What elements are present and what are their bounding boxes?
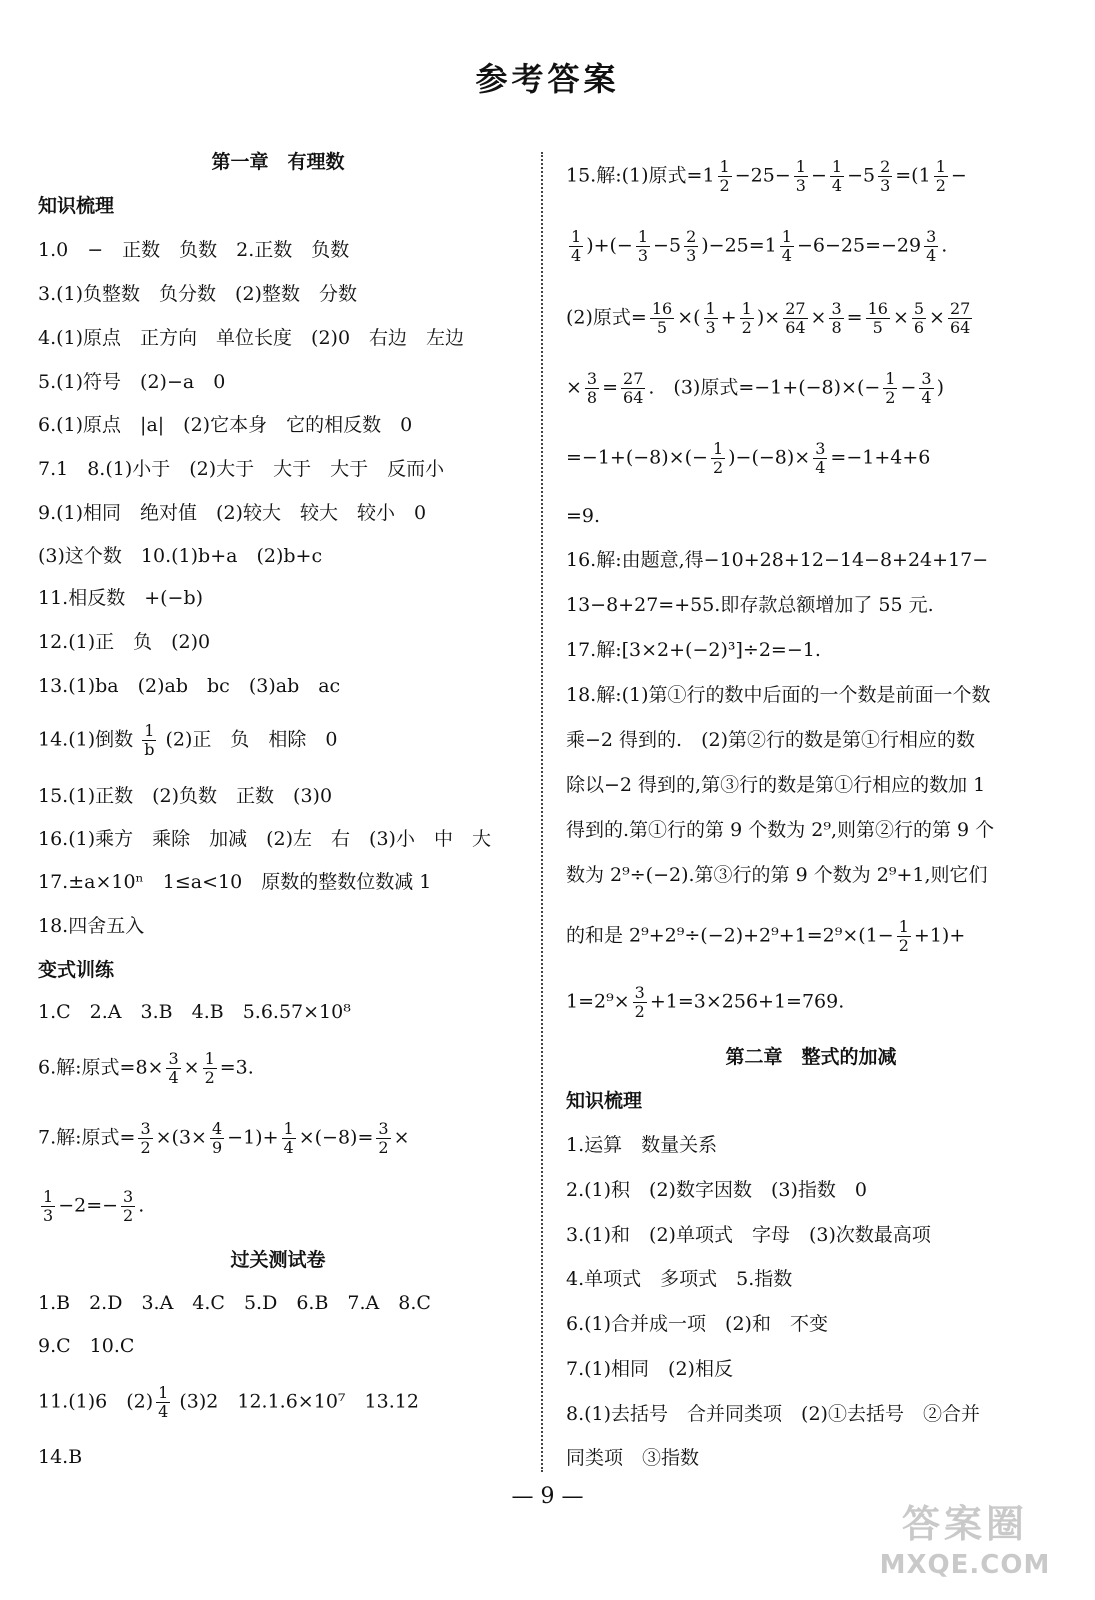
text: −25− (734, 164, 791, 187)
answer-line (566, 158, 967, 195)
fraction (282, 1120, 296, 1157)
text: − (900, 376, 917, 399)
text: )× (756, 306, 781, 329)
denominator: 4 (921, 388, 932, 407)
numerator: 1 (204, 1049, 215, 1068)
text: + (720, 306, 737, 329)
fraction (376, 1120, 390, 1157)
numerator: 1 (741, 299, 752, 318)
numerator: 1 (43, 1187, 54, 1206)
answer-line: 同类项 ③指数 (566, 1447, 700, 1469)
denominator: 2 (898, 936, 909, 955)
numerator: 3 (815, 439, 826, 458)
fraction (718, 158, 732, 195)
answer-line (566, 300, 975, 337)
answer-line: 6.(1)合并成一项 (2)和 不变 (566, 1313, 828, 1335)
numerator: 2 (880, 157, 891, 176)
numerator: 1 (831, 157, 843, 176)
fraction (684, 228, 698, 265)
denominator: 4 (571, 246, 582, 265)
answer-line: 12.(1)正 负 (2)0 (38, 631, 211, 653)
numerator: 27 (623, 369, 644, 388)
text: − (810, 164, 827, 187)
answer-line (38, 1188, 144, 1225)
answer-line: 13−8+27=+55.即存款总额增加了 55 元. (566, 594, 934, 616)
numerator: 3 (378, 1119, 389, 1138)
text: =(1 (895, 164, 931, 187)
fraction (621, 370, 645, 407)
answer-line: 14.B (38, 1446, 83, 1468)
answer-line: 7.(1)相同 (2)相反 (566, 1358, 733, 1380)
answer-line (38, 722, 338, 759)
fraction (138, 1120, 152, 1157)
text: 6.解:原式=8× (38, 1056, 164, 1079)
denominator: 4 (831, 176, 843, 195)
fraction (934, 158, 948, 195)
answer-line: 3.(1)负整数 负分数 (2)整数 分数 (38, 283, 357, 305)
answer-line: 1.运算 数量关系 (566, 1134, 718, 1156)
text: −6−25=−29 (796, 234, 922, 257)
watermark-text: 答案圈 (901, 1502, 1028, 1546)
answer-line: 13.(1)ba (2)ab bc (3)ab ac (38, 675, 341, 697)
denominator: 8 (586, 388, 598, 407)
answer-line: 16.解:由题意,得−10+28+12−14−8+24+17− (566, 549, 989, 571)
denominator: 8 (831, 318, 842, 337)
answer-line (566, 228, 947, 265)
denominator: 3 (880, 176, 891, 195)
text: ×(3× (155, 1126, 207, 1149)
answer-line (38, 1120, 410, 1157)
answer-line (566, 370, 944, 407)
section-heading: 知识梳理 (38, 195, 115, 217)
answer-line: 乘−2 得到的. (2)第②行的数是第①行相应的数 (566, 729, 976, 751)
numerator: 1 (142, 722, 156, 741)
fraction (878, 158, 892, 195)
numerator: 3 (586, 369, 598, 388)
answer-line: 4.单项式 多项式 5.指数 (566, 1268, 793, 1290)
fraction (210, 1120, 224, 1157)
denominator: 64 (949, 318, 971, 337)
numerator: 1 (712, 439, 724, 458)
fraction (919, 370, 933, 407)
text: . (138, 1194, 145, 1217)
answer-line: 1.C 2.A 3.B 4.B 5.6.57×10⁸ (38, 1001, 351, 1023)
text: ×(−8)= (298, 1126, 374, 1149)
denominator: 2 (140, 1138, 151, 1157)
text: (2)正 负 相除 0 (165, 728, 338, 751)
text: +1)+ (913, 924, 966, 947)
text: (3)2 12.1.6×10⁷ 13.12 (179, 1390, 419, 1413)
fraction (585, 370, 599, 407)
denominator: 3 (686, 246, 697, 265)
denominator: 2 (712, 458, 724, 477)
text: =−1+4+6 (830, 446, 931, 469)
answer-line: 16.(1)乘方 乘除 加减 (2)左 右 (3)小 中 大 (38, 828, 491, 850)
answer-line (38, 1384, 419, 1421)
numerator: 1 (158, 1383, 169, 1402)
chapter-heading: 第一章 有理数 (211, 151, 345, 173)
answer-line: 2.(1)积 (2)数字因数 (3)指数 0 (566, 1179, 867, 1201)
numerator: 4 (211, 1119, 223, 1138)
page-title: 参考答案 (475, 60, 620, 98)
text: 7.解:原式= (38, 1126, 136, 1149)
answer-line: 得到的.第①行的第 9 个数为 2⁹,则第②行的第 9 个 (566, 819, 995, 841)
numerator: 3 (831, 299, 842, 318)
numerator: 1 (719, 157, 730, 176)
denominator: 2 (204, 1068, 215, 1087)
answer-line: 4.(1)原点 正方向 单位长度 (2)0 右边 左边 (38, 327, 465, 349)
chapter-heading: 第二章 整式的加减 (725, 1046, 897, 1068)
text: −5 (653, 234, 682, 257)
denominator: 2 (885, 388, 896, 407)
numerator: 3 (123, 1187, 134, 1206)
text: )−(−8)× (728, 446, 811, 469)
denominator: 6 (913, 318, 925, 337)
fraction (650, 300, 674, 337)
fraction (121, 1188, 135, 1225)
fraction (883, 370, 897, 407)
fraction (740, 300, 754, 337)
text: . (941, 234, 948, 257)
text: 15.解:(1)原式=1 (566, 164, 715, 187)
denominator: 2 (378, 1138, 389, 1157)
denominator: 2 (935, 176, 946, 195)
fraction (897, 918, 911, 955)
numerator: 3 (634, 983, 645, 1002)
fraction (711, 440, 725, 477)
text: × (929, 306, 945, 329)
answer-line: 17.解:[3×2+(−2)³]÷2=−1. (566, 639, 821, 661)
numerator: 1 (705, 299, 716, 318)
numerator: 2 (686, 227, 697, 246)
section-heading: 变式训练 (38, 959, 115, 981)
text: =3. (219, 1056, 254, 1079)
fraction (830, 158, 844, 195)
answer-line: 17.±a×10ⁿ 1≤a<10 原数的整数位数减 1 (38, 871, 432, 893)
answer-line: 18.四舍五入 (38, 915, 145, 937)
numerator: 1 (885, 369, 896, 388)
text: =−1+(−8)×(− (566, 446, 708, 469)
text: −5 (847, 164, 876, 187)
page-number: — 9 — (511, 1484, 584, 1509)
fraction (866, 300, 890, 337)
text: × (810, 306, 827, 329)
watermark-url: MXQE.COM (879, 1550, 1051, 1580)
section-heading: 知识梳理 (566, 1090, 643, 1112)
text: )−25=1 (701, 234, 777, 257)
numerator: 3 (921, 369, 932, 388)
watermark-logo (875, 1500, 1055, 1590)
denominator: 2 (634, 1002, 645, 1021)
fraction (829, 300, 843, 337)
denominator: 64 (785, 318, 806, 337)
denominator: 5 (872, 318, 883, 337)
fraction (166, 1050, 180, 1087)
numerator: 3 (926, 227, 937, 246)
answer-line: 1.0 − 正数 负数 2.正数 负数 (38, 239, 350, 261)
answer-line: 11.相反数 +(−b) (38, 587, 204, 609)
answer-line: 18.解:(1)第①行的数中后面的一个数是前面一个数 (566, 684, 991, 706)
fraction (203, 1050, 217, 1087)
denominator: 4 (158, 1402, 169, 1421)
text: × (892, 306, 909, 329)
denominator: 9 (211, 1138, 223, 1157)
text: −1)+ (227, 1126, 279, 1149)
text: = (846, 306, 863, 329)
numerator: 1 (283, 1119, 294, 1138)
denominator: 2 (741, 318, 752, 337)
answer-line (566, 440, 930, 477)
denominator: 2 (719, 176, 730, 195)
answer-line: 9.C 10.C (38, 1335, 135, 1357)
denominator: b (144, 740, 155, 759)
denominator: 3 (705, 318, 716, 337)
text: 1=2⁹× (566, 990, 630, 1013)
fraction (924, 228, 938, 265)
numerator: 1 (637, 227, 649, 246)
text: × (566, 376, 582, 399)
text: . (3)原式=−1+(−8)×(− (648, 376, 881, 399)
numerator: 1 (898, 917, 909, 936)
answer-line: 7.1 8.(1)小于 (2)大于 大于 大于 反而小 (38, 458, 445, 480)
numerator: 1 (571, 227, 582, 246)
fraction (704, 300, 718, 337)
numerator: 27 (949, 299, 971, 318)
denominator: 4 (815, 458, 826, 477)
denominator: 2 (123, 1206, 134, 1225)
text: (2)原式= (566, 306, 647, 329)
answer-line: 除以−2 得到的,第③行的数是第①行相应的数加 1 (566, 774, 986, 796)
fraction (569, 228, 583, 265)
numerator: 16 (651, 299, 673, 318)
denominator: 3 (637, 246, 649, 265)
column-divider (541, 152, 543, 1472)
denominator: 4 (168, 1068, 179, 1087)
numerator: 3 (140, 1119, 151, 1138)
text: 的和是 2⁹+2⁹÷(−2)+2⁹+1=2⁹×(1− (566, 924, 894, 947)
text: ×( (677, 306, 701, 329)
answer-line: 5.(1)符号 (2)−a 0 (38, 371, 226, 393)
denominator: 4 (926, 246, 937, 265)
answer-line: 8.(1)去括号 合并同类项 (2)①去括号 ②合并 (566, 1403, 980, 1425)
numerator: 1 (795, 157, 806, 176)
fraction (156, 1384, 170, 1421)
text: +1=3×256+1=769. (649, 990, 845, 1013)
answer-line: 9.(1)相同 绝对值 (2)较大 较大 较小 0 (38, 502, 427, 524)
fraction (142, 722, 156, 759)
denominator: 4 (781, 246, 792, 265)
text: −2=− (58, 1194, 119, 1217)
denominator: 3 (43, 1206, 54, 1225)
fraction (912, 300, 926, 337)
fraction (633, 984, 647, 1021)
denominator: 4 (283, 1138, 294, 1157)
denominator: 3 (795, 176, 806, 195)
numerator: 27 (785, 299, 806, 318)
text: − (950, 164, 967, 187)
answer-line: =9. (566, 505, 601, 527)
denominator: 64 (623, 388, 644, 407)
answer-line (38, 1050, 254, 1087)
answer-line: (3)这个数 10.(1)b+a (2)b+c (38, 545, 323, 567)
text: 14.(1)倒数 (38, 728, 134, 751)
fraction (948, 300, 972, 337)
text: 11.(1)6 (2) (38, 1390, 154, 1413)
fraction (41, 1188, 55, 1225)
answer-line (566, 918, 965, 955)
numerator: 1 (781, 227, 792, 246)
answer-line: 15.(1)正数 (2)负数 正数 (3)0 (38, 785, 333, 807)
fraction (813, 440, 827, 477)
answer-line: 1.B 2.D 3.A 4.C 5.D 6.B 7.A 8.C (38, 1292, 431, 1314)
numerator: 3 (168, 1049, 179, 1068)
numerator: 1 (935, 157, 946, 176)
answer-line: 数为 2⁹÷(−2).第③行的第 9 个数为 2⁹+1,则它们 (566, 864, 988, 886)
text: × (183, 1056, 200, 1079)
answer-line: 3.(1)和 (2)单项式 字母 (3)次数最高项 (566, 1224, 931, 1246)
text: = (602, 376, 619, 399)
section-heading: 过关测试卷 (230, 1249, 326, 1271)
fraction (780, 228, 794, 265)
text: )+(− (586, 234, 633, 257)
numerator: 16 (867, 299, 888, 318)
denominator: 5 (656, 318, 668, 337)
answer-line (566, 984, 844, 1021)
text: × (393, 1126, 410, 1149)
fraction (794, 158, 808, 195)
fraction (636, 228, 650, 265)
numerator: 5 (913, 299, 925, 318)
fraction (783, 300, 807, 337)
answer-line: 6.(1)原点 |a| (2)它本身 它的相反数 0 (38, 414, 413, 436)
text: ) (936, 376, 944, 399)
